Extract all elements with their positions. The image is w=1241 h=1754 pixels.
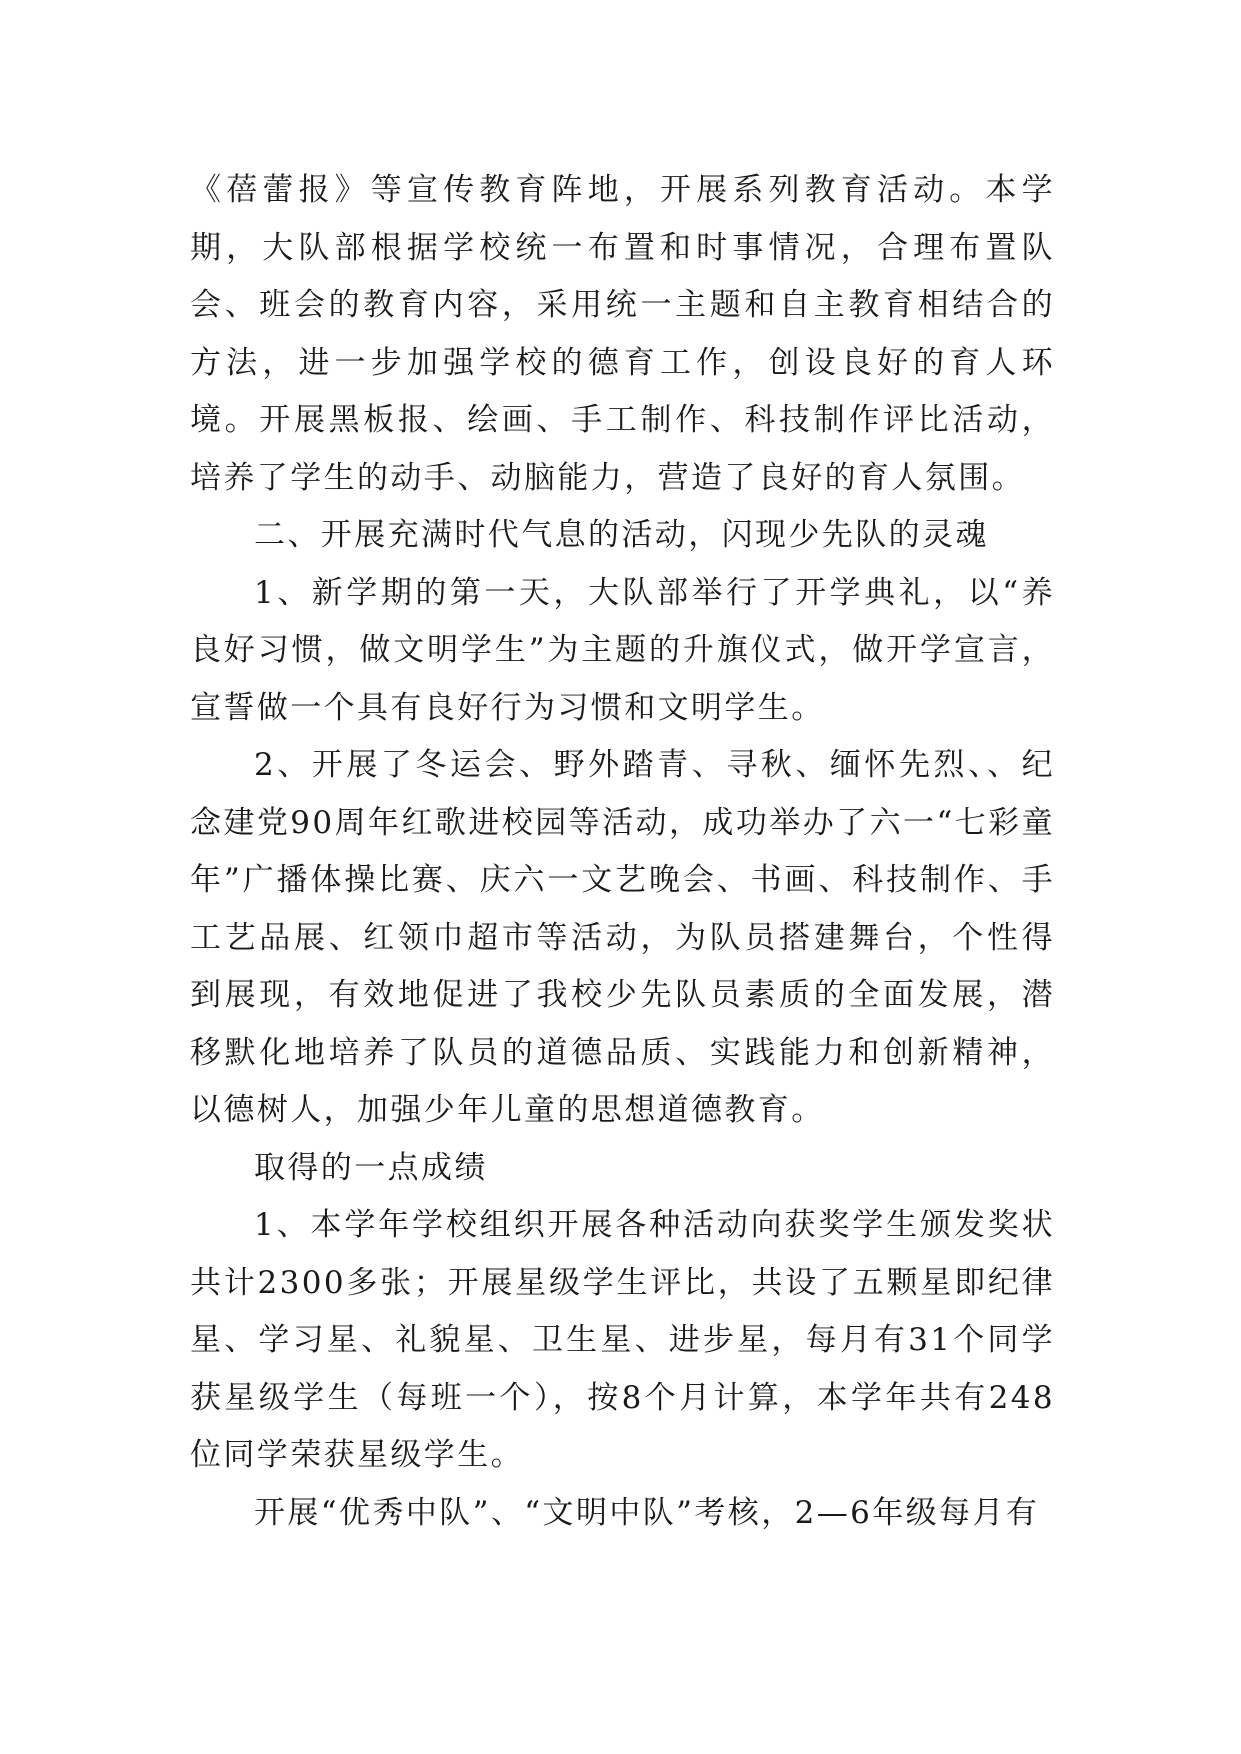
section-heading: 二、开展充满时代气息的活动，闪现少先队的灵魂 xyxy=(254,517,989,553)
list-item-achievement-1: 1、本学年学校组织开展各种活动向获奖学生颁发奖状共计2300多张；开展星级学生评比，共设了五颗星即纪律星、学习星、礼貌星、卫生星、进步星，每月有31个同学获星级学生（每班一个），按8个月计算，本学年共有248位同学荣获星级学生。 xyxy=(190,1207,1055,1473)
paragraph-achievement-2: 开展“优秀中队”、“文明中队”考核，2—6年级每月有 xyxy=(254,1494,1040,1531)
list-item-activity-1: 1、新学期的第一天，大队部举行了开学典礼，以“养良好习惯，做文明学生”为主题的升旗仪式，做开学宣言，宣誓做一个具有良好行为习惯和文明学生。 xyxy=(190,574,1055,726)
document-body xyxy=(190,162,1055,1542)
paragraph-continuation: 《蓓蕾报》等宣传教育阵地，开展系列教育活动。本学期，大队部根据学校统一布置和时事情况，合理布置队会、班会的教育内容，采用统一主题和自主教育相结合的方法，进一步加强学校的德育工作，创设良好的育人环境。开展黑板报、绘画、手工制作、科技制作评比活动，培养了学生的动手、动脑能力，营造了良好的育人氛围。 xyxy=(190,172,1055,496)
achievements-heading: 取得的一点成绩 xyxy=(254,1149,488,1186)
list-item-activity-2: 2、开展了冬运会、野外踏青、寻秋、缅怀先烈、、纪念建党90周年红歌进校园等活动，成功举办了六一“七彩童年”广播体操比赛、庆六一文艺晚会、书画、科技制作、手工艺品展、红领巾超市等活动，为队员搭建舞台，个性得到展现，有效地促进了我校少先队员素质的全面发展，潜移默化地培养了队员的道德品质、实践能力和创新精神，以德树人，加强少年儿童的思想道德教育。 xyxy=(190,747,1055,1128)
